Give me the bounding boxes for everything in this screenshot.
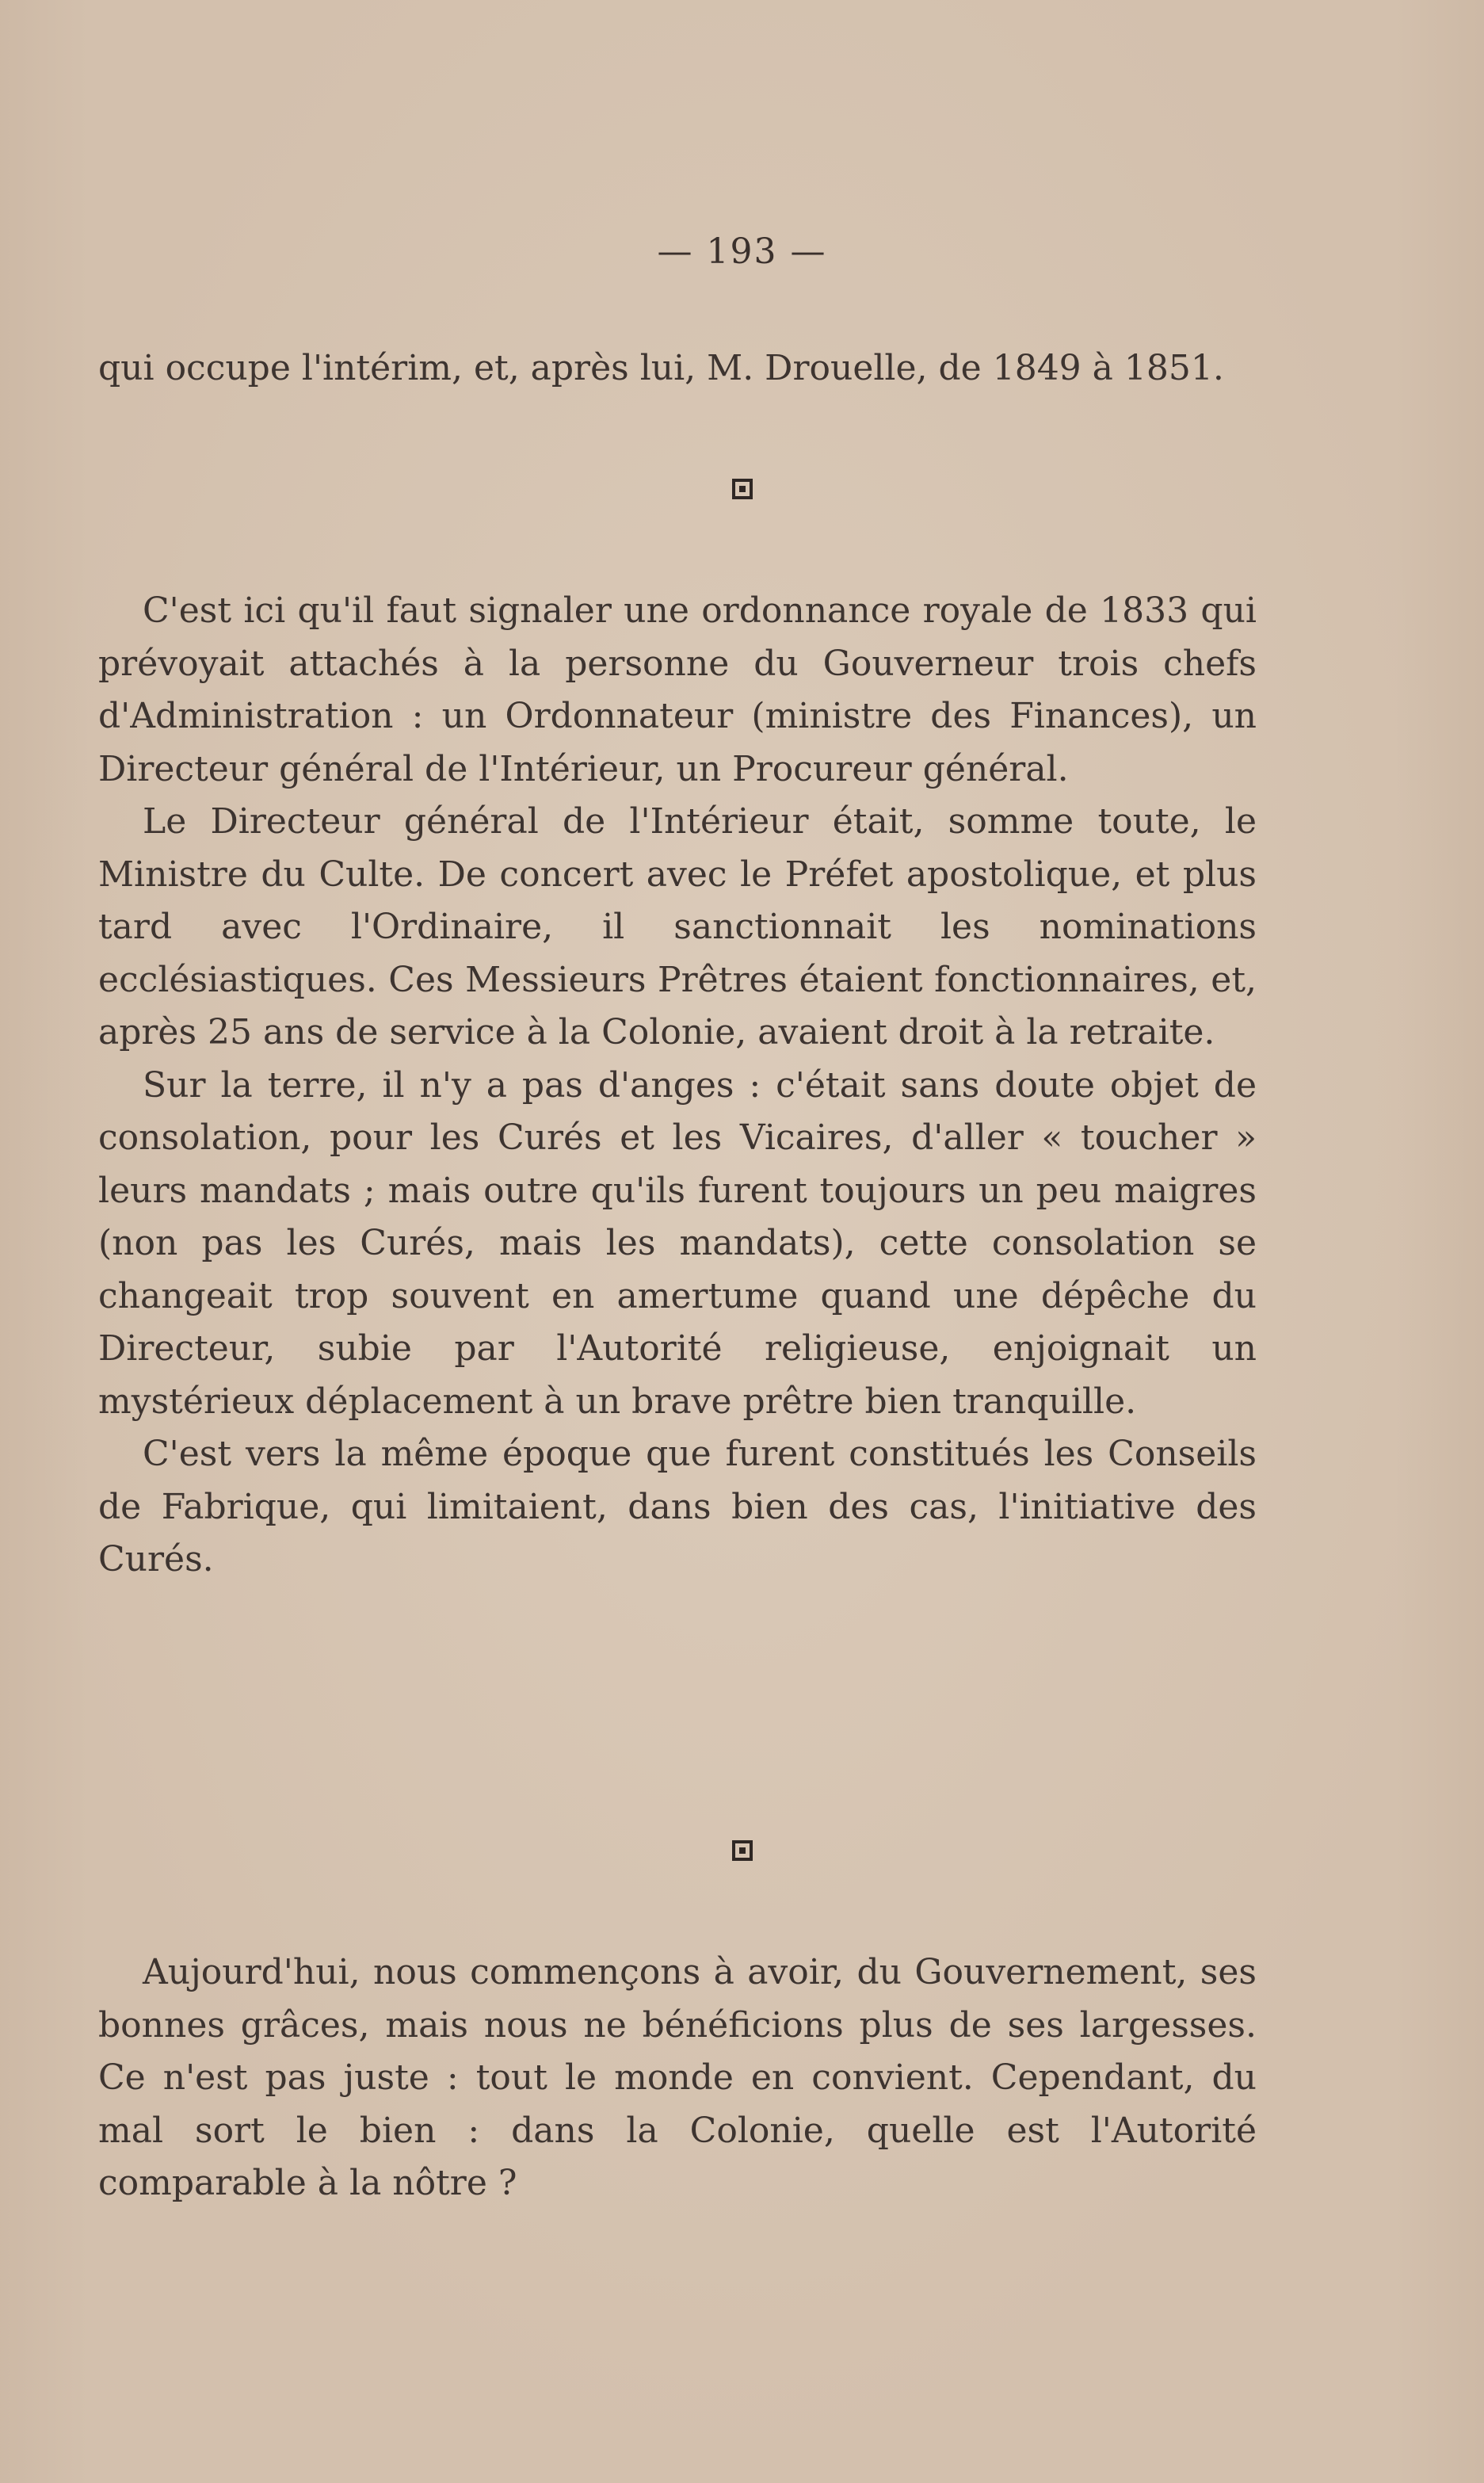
section-divider-ornament [0, 474, 1484, 506]
paragraph: qui occupe l'intérim, et, après lui, M. Drouelle, de 1849 à 1851. [98, 348, 1224, 388]
section-divider-ornament [0, 1836, 1484, 1868]
intro-text-block [98, 342, 1257, 395]
paragraph: Aujourd'hui, nous commençons à avoir, du Gouvernement, ses bonnes grâces, mais nous ne bénéficions plus de ses largesses. Ce n'est pas juste : tout le monde en convient. Cependant, du mal sort le bien : dans la Colonie, quelle est l'Autorité comparable à la nôtre ? [98, 1952, 1257, 2203]
final-text-block [98, 1946, 1257, 2210]
square-ornament-icon [732, 479, 753, 499]
paragraph: Sur la terre, il n'y a pas d'anges : c'était sans doute objet de consolation, pour les Curés et les Vicaires, d'aller « toucher » leurs mandats ; mais outre qu'ils furent toujours un peu maigres (non pas les Curés, mais les mandats), cette consolation se changeait trop souvent en amertume quand une dépêche du Directeur, subie par l'Autorité religieuse, enjoignait un mystérieux déplacement à un brave prêtre bien tranquille. [98, 1064, 1257, 1422]
paragraph: C'est vers la même époque que furent constitués les Conseils de Fabrique, qui limitaient, dans bien des cas, l'initiative des Curés. [98, 1434, 1257, 1580]
page-number: — 193 — [657, 231, 827, 272]
middle-text-block [98, 585, 1257, 1587]
paragraph: Le Directeur général de l'Intérieur était, somme toute, le Ministre du Culte. De concert avec le Préfet apostolique, et plus tard avec l'Ordinaire, il sanctionnait les nominations ecclésiastiques. Ces Messieurs Prêtres étaient fonctionnaires, et, après 25 ans de service à la Colonie, avaient droit à la retraite. [98, 801, 1257, 1052]
paragraph: C'est ici qu'il faut signaler une ordonnance royale de 1833 qui prévoyait attachés à la personne du Gouverneur trois chefs d'Administration : un Ordonnateur (ministre des Finances), un Directeur général de l'Intérieur, un Procureur général. [98, 590, 1257, 789]
square-ornament-icon [732, 1840, 753, 1861]
